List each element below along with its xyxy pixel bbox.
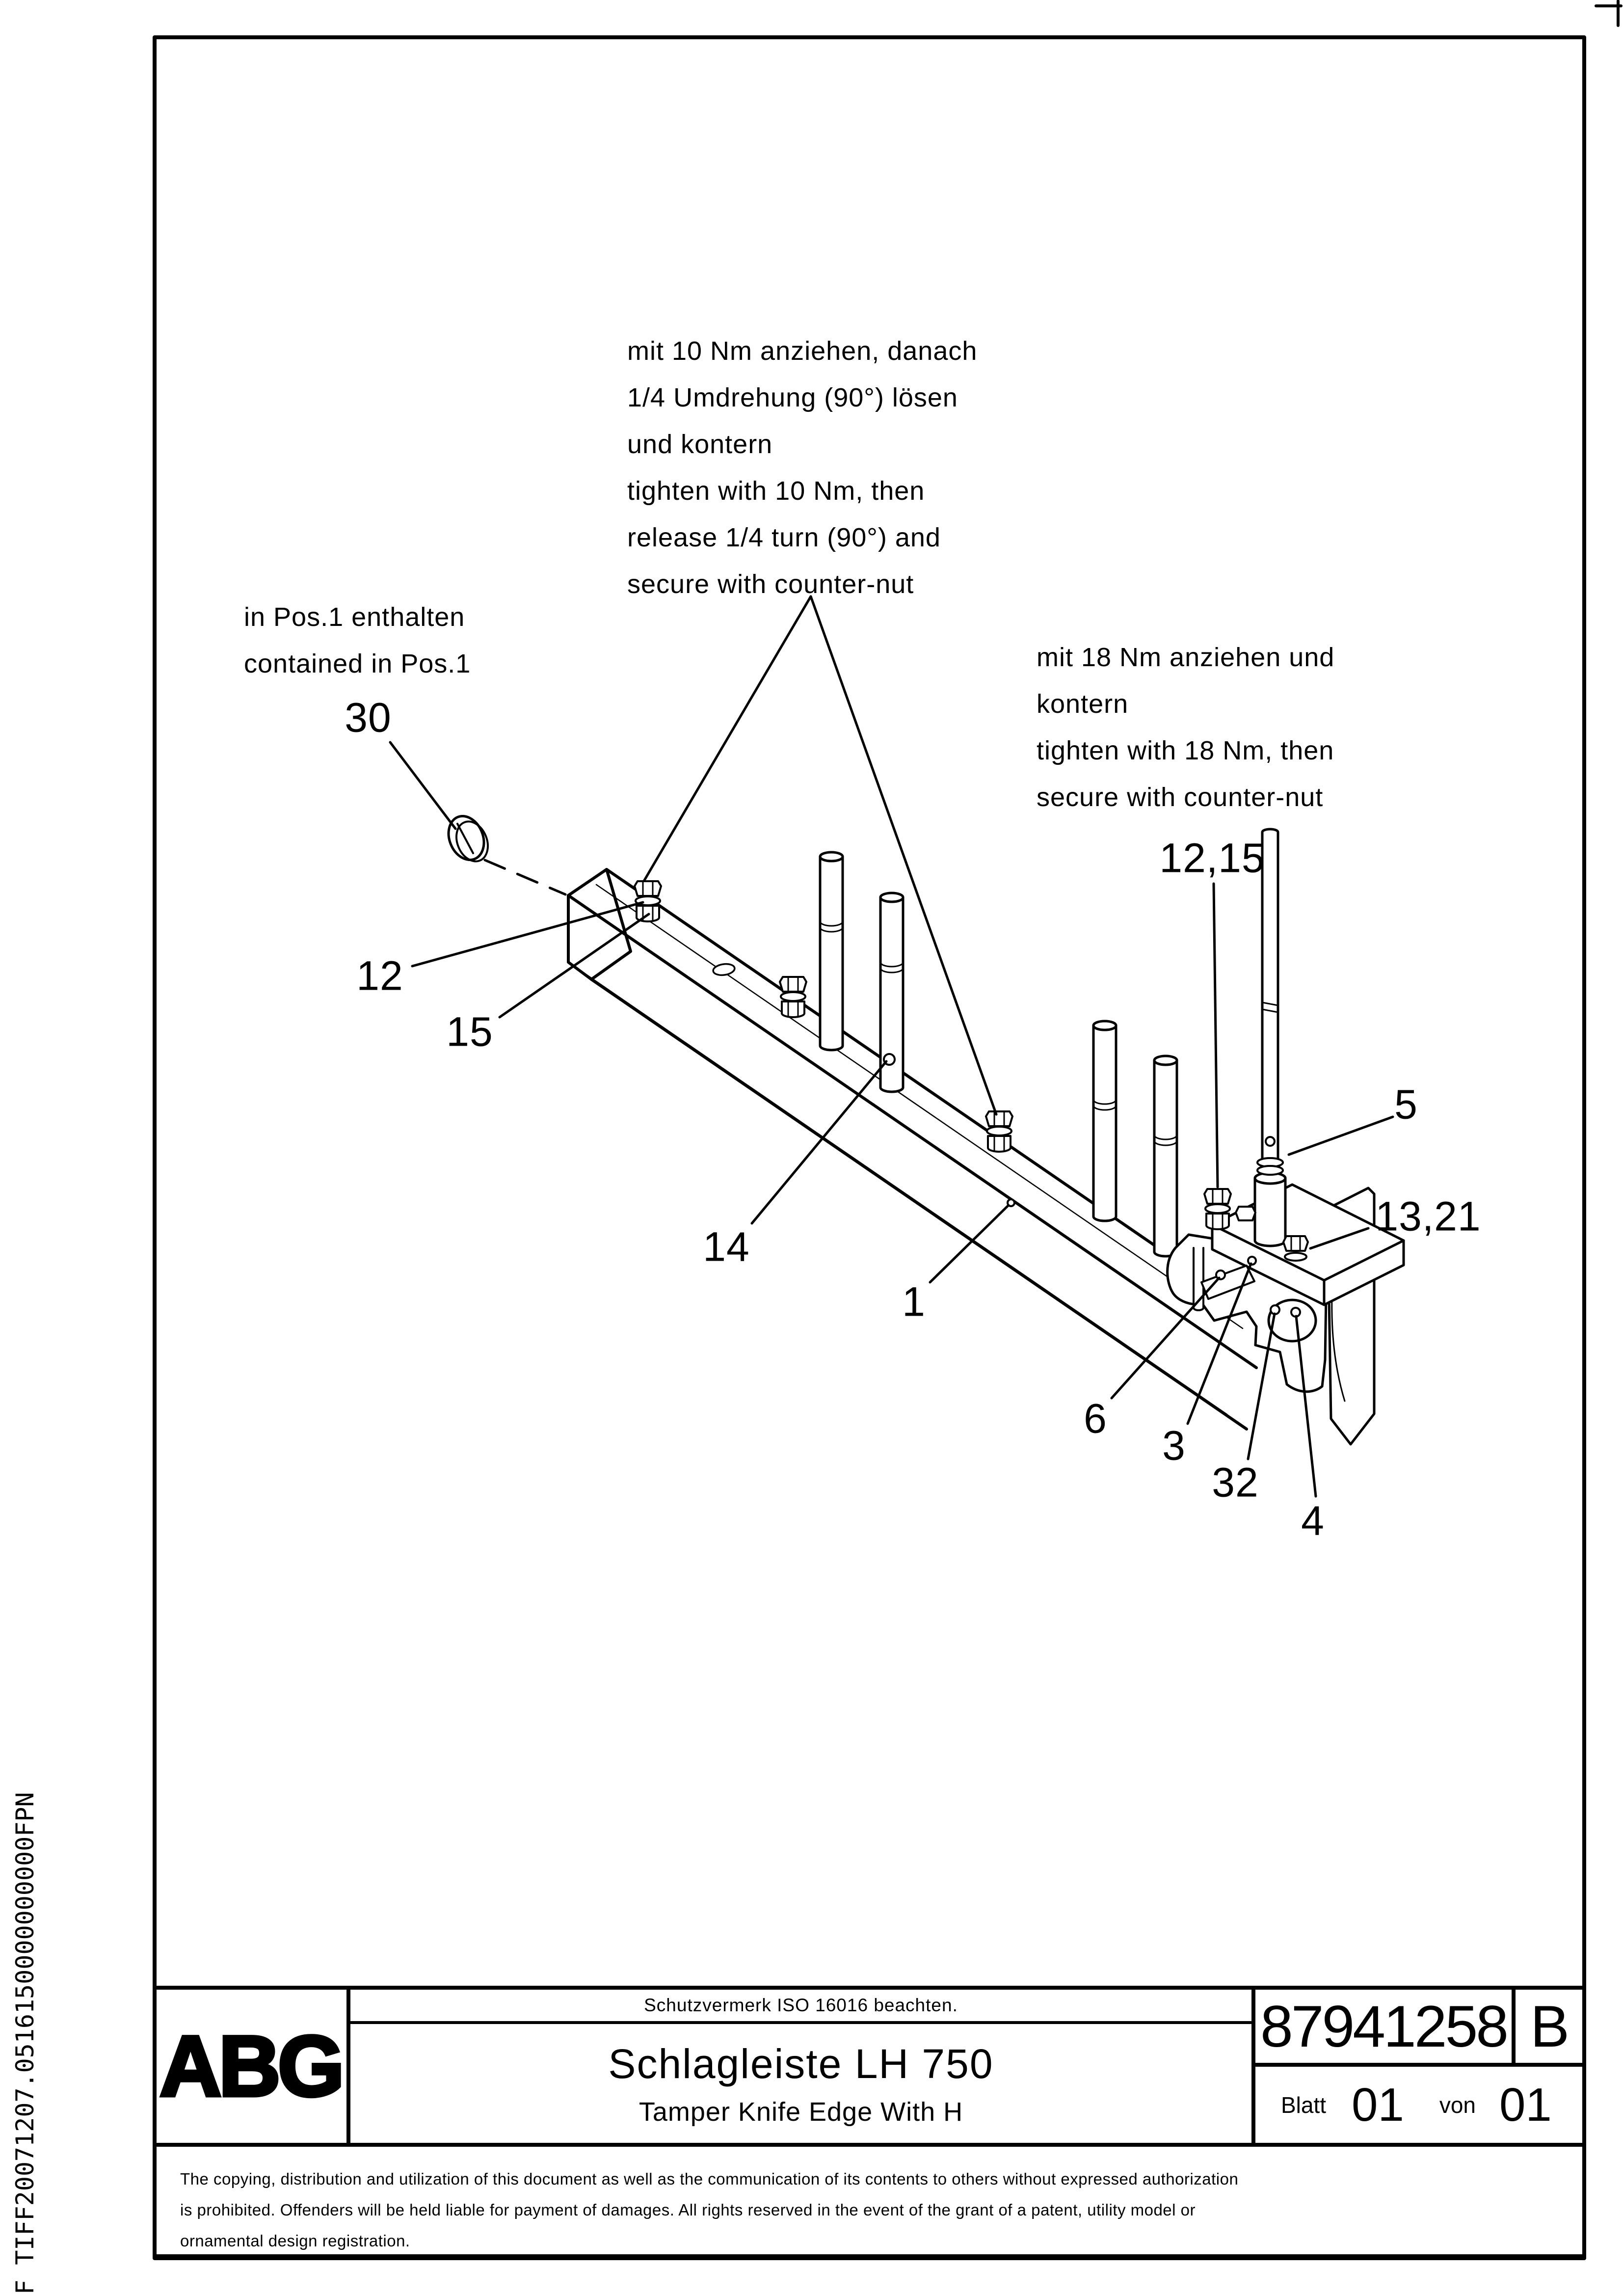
torque10-leader-left xyxy=(644,596,811,880)
sheet-total: 01 xyxy=(1499,2078,1552,2131)
fastener-right xyxy=(986,1111,1012,1152)
file-code-vertical: F TIFF20071207.0516150000000000FPN xyxy=(11,1792,39,2295)
part-label-32: 32 xyxy=(1212,1459,1259,1506)
note-line: in Pos.1 enthalten xyxy=(244,602,465,632)
drawing-title: Schlagleiste LH 750 xyxy=(608,2040,994,2087)
of-label: von xyxy=(1439,2092,1476,2118)
note-line: tighten with 10 Nm, then xyxy=(627,476,925,506)
abg-logo: ABG xyxy=(160,2018,342,2114)
part-label-4: 4 xyxy=(1301,1497,1325,1544)
part-label-1: 1 xyxy=(902,1278,926,1325)
note-contained-pos1 xyxy=(244,594,471,687)
projection-dashed-line xyxy=(485,860,565,894)
note-line: secure with counter-nut xyxy=(1037,783,1324,812)
pin-4 xyxy=(1154,1056,1177,1256)
protection-notice: Schutzvermerk ISO 16016 beachten. xyxy=(350,1990,1251,2024)
note-line: mit 18 Nm anziehen und xyxy=(1037,643,1335,672)
fastener-assembly xyxy=(1204,1189,1231,1229)
pin-2 xyxy=(880,893,903,1092)
note-line: tighten with 18 Nm, then xyxy=(1037,736,1334,765)
part-label-15: 15 xyxy=(446,1008,493,1055)
note-line: mit 10 Nm anziehen, danach xyxy=(627,336,978,366)
logo-cell xyxy=(155,1990,350,2143)
note-line: 1/4 Umdrehung (90°) lösen xyxy=(627,383,958,412)
part-label-14: 14 xyxy=(703,1223,750,1270)
washer-30 xyxy=(442,811,565,894)
counter-nut xyxy=(1283,1236,1308,1251)
note-line: und kontern xyxy=(627,430,773,459)
bar-body xyxy=(568,869,1296,1429)
sheet-number: 01 xyxy=(1352,2078,1404,2131)
note-line: secure with counter-nut xyxy=(627,569,914,599)
rod-hole xyxy=(1266,1137,1275,1146)
note-line: contained in Pos.1 xyxy=(244,649,471,678)
document-number: 87941258 xyxy=(1260,1993,1507,2059)
torque18-leader xyxy=(1214,884,1218,1187)
part-label-6: 6 xyxy=(1084,1395,1107,1442)
trim-mark xyxy=(1596,1,1621,26)
note-line: release 1/4 turn (90°) and xyxy=(627,523,941,552)
pin-1 xyxy=(820,852,843,1050)
revision-letter: B xyxy=(1512,1990,1584,2063)
note-line: kontern xyxy=(1037,689,1129,719)
sheet-row xyxy=(1255,2067,1584,2143)
part-label-5: 5 xyxy=(1394,1081,1418,1128)
copyright-line: The copying, distribution and utilization of this document as well as the communication of its contents to others without expressed authorization xyxy=(180,2170,1239,2188)
copyright-line: is prohibited. Offenders will be held liable for payment of damages. All rights reserved in the event of the grant of a patent, utility model or xyxy=(180,2201,1196,2219)
sheet-label: Blatt xyxy=(1281,2092,1327,2118)
part-label-12: 12 xyxy=(356,952,403,999)
fastener-mid xyxy=(780,977,806,1017)
copyright-line: ornamental design registration. xyxy=(180,2232,410,2250)
title-cell xyxy=(350,1990,1251,2143)
pin-3 xyxy=(1093,1021,1116,1221)
note-torque-10nm xyxy=(627,328,977,608)
part-label-30: 30 xyxy=(345,694,392,741)
note-torque-18nm xyxy=(1037,634,1334,821)
part-label-3: 3 xyxy=(1162,1422,1186,1469)
bolt-head xyxy=(1236,1207,1255,1220)
number-cell xyxy=(1251,1990,1584,2143)
part-label-13-21: 13,21 xyxy=(1375,1193,1481,1240)
part-label-12-15: 12,15 xyxy=(1159,835,1265,881)
drawing-subtitle: Tamper Knife Edge With H xyxy=(639,2097,963,2127)
title-block xyxy=(155,1986,1584,2143)
copyright-box xyxy=(155,2143,1584,2258)
